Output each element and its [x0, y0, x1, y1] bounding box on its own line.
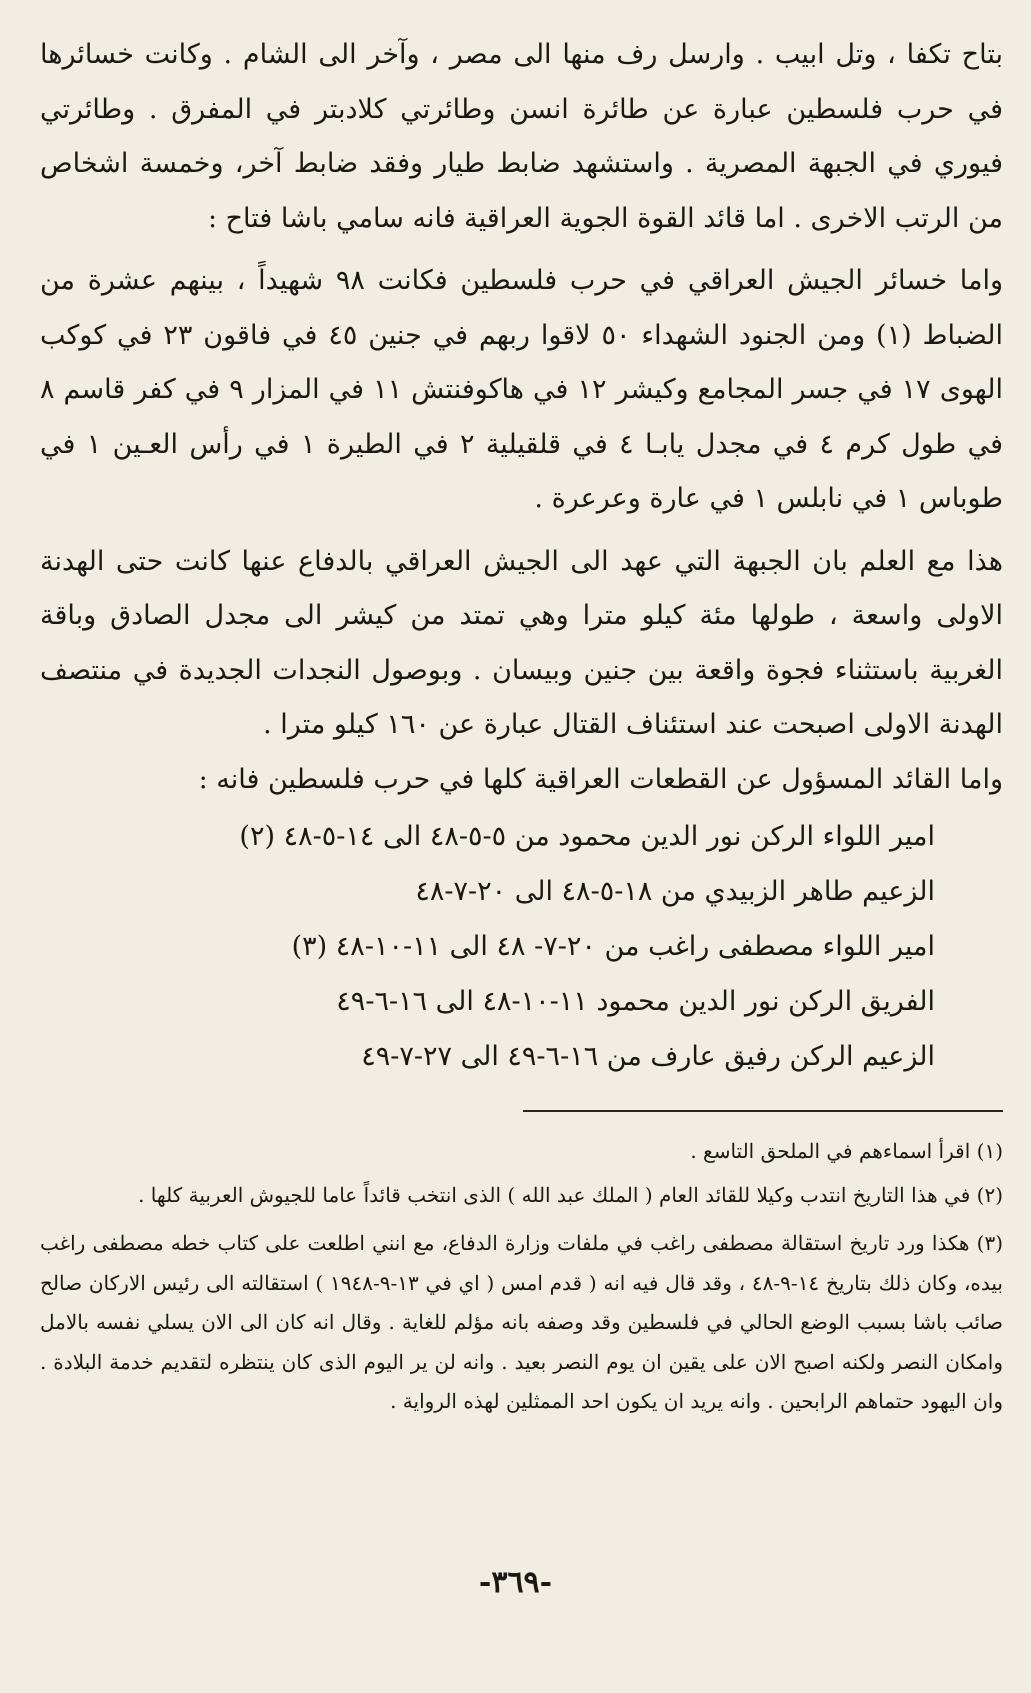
- body-paragraph: هذا مع العلم بان الجبهة التي عهد الى الجيش العراقي بالدفاع عنها كانت حتى الهدنة الاولى واسعة ، طولها مئة كيلو مترا وهي تمتد من كيشر الى مجدل الصادق وباقة الغربية باستثناء فجوة واقعة بين جنين وبيسان . وبوصول النجدات الجديدة في منتصف الهدنة الاولى اصبحت عند استئناف القتال عبارة عن ١٦٠ كيلو مترا .: [40, 545, 1003, 740]
- footnote-divider: [523, 1110, 1003, 1112]
- body-paragraph: واما القائد المسؤول عن القطعات العراقية كلها في حرب فلسطين فانه :: [198, 763, 1003, 795]
- commander-entry: الزعيم الركن رفيق عارف من ١٦-٦-٤٩ الى ٢٧-٧-٤٩: [361, 1041, 935, 1072]
- commander-entry: الزعيم طاهر الزبيدي من ١٨-٥-٤٨ الى ٢٠-٧-٤٨: [415, 876, 935, 907]
- footnote: (١) اقرأ اسماءهم في الملحق التاسع .: [690, 1139, 1003, 1163]
- commander-entry: الفريق الركن نور الدين محمود ١١-١٠-٤٨ الى ١٦-٦-٤٩: [336, 986, 935, 1017]
- page-number: -٣٦٩-: [478, 1565, 553, 1600]
- footnote: (٢) في هذا التاريخ انتدب وكيلا للقائد العام ( الملك عبد الله ) الذى انتخب قائداً عاما للجيوش العربية كلها .: [138, 1183, 1003, 1207]
- commanders-list: [40, 809, 1003, 1084]
- body-paragraph: واما خسائر الجيش العراقي في حرب فلسطين فكانت ٩٨ شهيداً ، بينهم عشرة من الضباط (١) ومن الجنود الشهداء ٥٠ لاقوا ربهم في جنين ٤٥ في فاقون ٢٣ في كوكب الهوى ١٧ في جسر المجامع وكيشر ١٢ في هاكوفنتش ١١ في المزار ٩ في كفر قاسم ٨ في طول كرم ٤ في مجدل يابـا ٤ في قلقيلية ٢ في الطيرة ١ في رأس العـين ١ في طوباس ١ في نابلس ١ في عارة وعرعرة .: [40, 265, 1004, 514]
- commander-entry: امير اللواء الركن نور الدين محمود من ٥-٥-٤٨ الى ١٤-٥-٤٨ (٢): [239, 821, 935, 852]
- footnote: (٣) هكذا ورد تاريخ استقالة مصطفى راغب في ملفات وزارة الدفاع، مع انني اطلعت على كتاب خطه مصطفى راغب بيده، وكان ذلك بتاريخ ١٤-٩-٤٨ ، وقد قال فيه انه ( قدم امس ( اي في ١٣-٩-١٩٤٨ ) استقالته الى رئيس الاركان صالح صائب باشا بسبب الوضع الحالي في فلسطين وقد وصفه بانه مؤلم للغاية . وقال انه كان الى الان يسلي نفسه بالامل وامكان النصر ولكنه اصبح الان على يقين ان يوم النصر بعيد . وانه لن ير اليوم الذى كان ينتظره لتقديم خدمة البلادة . وان اليهود حتماهم الرابحين . وانه يريد ان يكون احد الممثلين لهذه الرواية .: [40, 1231, 1003, 1413]
- body-paragraph: بتاح تكفا ، وتل ابيب . وارسل رف منها الى مصر ، وآخر الى الشام . وكانت خسائرها في حرب فلسطين عبارة عن طائرة انسن وطائرتي كلادبتر في المفرق . وطائرتي فيوري في الجبهة المصرية . واستشهد ضابط طيار وفقد ضابط آخر، وخمسة اشخاص من الرتب الاخرى . اما قائد القوة الجوية العراقية فانه سامي باشا فتاح :: [40, 39, 1003, 234]
- commander-entry: امير اللواء مصطفى راغب من ٢٠-٧- ٤٨ الى ١١-١٠-٤٨ (٣): [291, 931, 935, 962]
